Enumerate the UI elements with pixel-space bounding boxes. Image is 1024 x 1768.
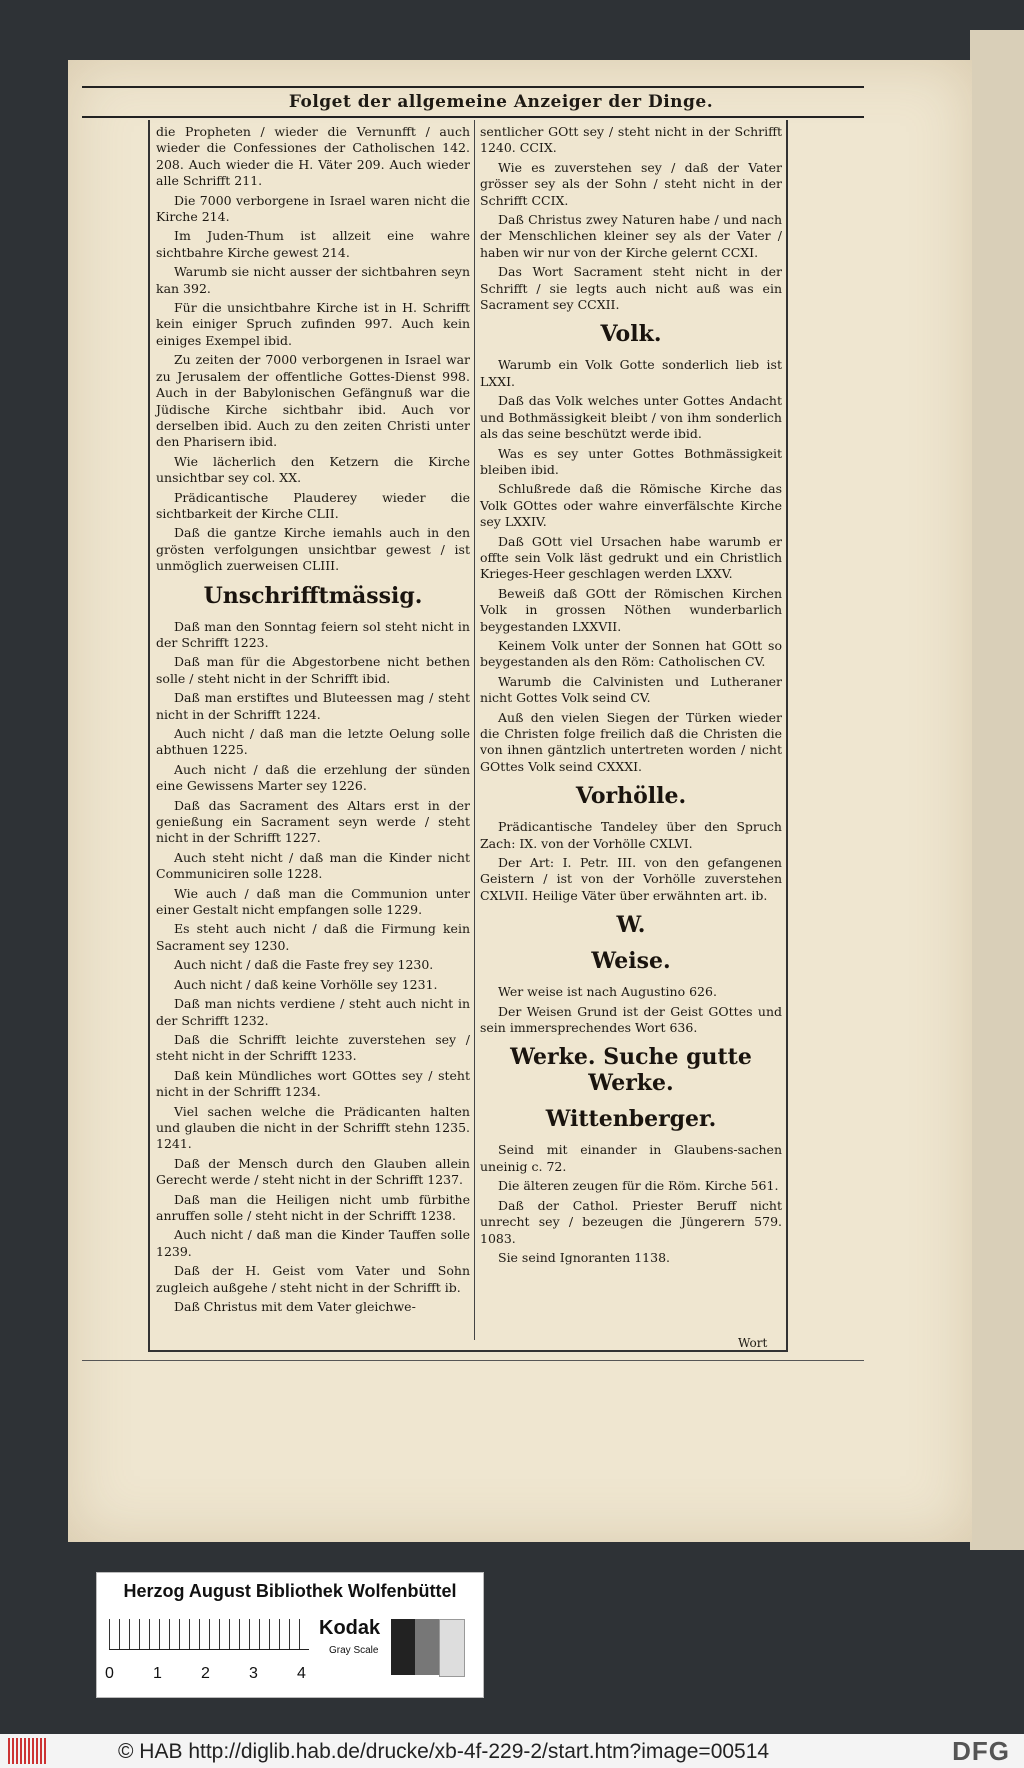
frame-rule <box>148 120 150 1350</box>
index-heading: Unschrifftmässig. <box>203 582 423 609</box>
next-page-edge <box>970 30 1024 1550</box>
swatch-white <box>439 1619 465 1677</box>
index-entry: Auß den vielen Siegen der Türken wieder die Christen folge freilich daß die Christen die von ihnen gäntzlich untertreten worden / nicht GOttes Volk seind CXXXI. <box>480 709 782 774</box>
index-entry: Auch steht nicht / daß man die Kinder nicht Communiciren solle 1228. <box>156 849 470 882</box>
index-entry: Auch nicht / daß man die letzte Oelung solle abthuen 1225. <box>156 726 470 758</box>
running-head: Folget der allgemeine Anzeiger der Dinge. <box>288 92 714 112</box>
index-entry: Wie lächerlich den Ketzern die Kirche unsichtbar sey col. XX. <box>156 453 470 486</box>
index-entry: Daß kein Mündliches wort GOttes sey / steht nicht in der Schrifft 1234. <box>156 1067 470 1100</box>
swatch-black <box>391 1619 415 1675</box>
index-entry: Keinem Volk unter der Sonnen hat GOtt so beygestanden als den Röm: Catholischen CV. <box>480 637 782 670</box>
index-entry: Auch nicht / daß keine Vorhölle sey 1231. <box>174 976 438 992</box>
index-entry: die Propheten / wieder die Vernunfft / auch wieder die Confessiones der Catholischen 142. 208. Auch wieder die H. Väter 209. Auch wieder alle Schrifft 211. <box>156 124 470 189</box>
index-entry: Sie seind Ignoranten 1138. <box>498 1249 670 1265</box>
index-entry: Daß man nichts verdiene / steht auch nicht in der Schrifft 1232. <box>156 996 470 1028</box>
index-entry: Der Weisen Grund ist der Geist GOttes und sein immersprechendes Wort 636. <box>480 1003 782 1036</box>
index-entry: Daß man erstiftes und Bluteessen mag / steht nicht in der Schrifft 1224. <box>156 690 470 722</box>
index-entry: Daß Christus zwey Naturen habe / und nach der Menschlichen kleiner sey als der Vater / haben wir nur von der Kirche gelernt CCXI. <box>480 212 782 260</box>
index-entry: Prädicantische Tandeley über den Spruch Zach: IX. von der Vorhölle CXLVI. <box>480 819 782 851</box>
index-entry: Warumb ein Volk Gotte sonderlich lieb ist LXXI. <box>480 357 782 389</box>
left-column <box>156 124 470 1318</box>
index-entry: Es steht auch nicht / daß die Firmung kein Sacrament sey 1230. <box>156 921 470 953</box>
index-entry: Der Art: I. Petr. III. von den gefangenen Geistern / ist von der Vorhölle zuverstehen CXLVII. Heilige Väter über erwähnten art. ib. <box>480 855 782 903</box>
right-column <box>480 124 782 1269</box>
index-heading: Vorhölle. <box>575 783 687 810</box>
ruler-scale <box>109 1619 309 1650</box>
ruler-number: 2 <box>201 1665 210 1682</box>
index-entry: Prädicantische Plauderey wieder die sichtbarkeit der Kirche CLII. <box>156 489 470 521</box>
index-entry: Auch nicht / daß die Faste frey sey 1230. <box>174 957 434 973</box>
ruler-number: 0 <box>105 1665 114 1682</box>
index-entry: Daß der Cathol. Priester Beruff nicht unrecht sey / bezeugen die Jüngerern 579. 1083. <box>480 1197 782 1246</box>
index-entry: Beweiß daß GOtt der Römischen Kirchen Volk in grossen Nöthen wunderbarlich beygestanden LXXVII. <box>480 585 782 634</box>
frame-rule <box>148 1350 788 1352</box>
kodak-logo: Kodak <box>319 1617 381 1639</box>
catchword: Wort <box>738 1336 768 1350</box>
index-entry: Das Wort Sacrament steht nicht in der Schrifft / sie legts auch nicht auß was ein Sacrament sey CCXII. <box>480 264 782 313</box>
index-entry: Daß der Mensch durch den Glauben allein Gerecht werde / steht nicht in der Schrifft 1237. <box>156 1155 470 1188</box>
index-heading: Volk. <box>600 321 662 348</box>
index-entry: Schlußrede daß die Römische Kirche das Volk GOttes oder wahre einverfälschte Kirche sey LXXIV. <box>480 481 782 530</box>
index-entry: Daß das Sacrament des Altars erst in der genießung ein Sacrament seyn werde / steht nicht in der Schrifft 1227. <box>156 797 470 846</box>
index-entry: Warumb die Calvinisten und Lutheraner nicht Gottes Volk seind CV. <box>480 673 782 706</box>
ruler-number: 4 <box>297 1665 306 1682</box>
frame-rule <box>82 1360 864 1361</box>
index-entry: Für die unsichtbahre Kirche ist in H. Schrifft kein einiger Spruch zufinden 997. Auch kein einiges Exempel ibid. <box>156 300 470 348</box>
index-entry: Was es sey unter Gottes Bothmässigkeit bleiben ibid. <box>480 445 782 477</box>
index-entry: Auch nicht / daß die erzehlung der sünden eine Gewissens Marter sey 1226. <box>156 761 470 794</box>
barcode-icon <box>8 1738 48 1764</box>
viewer-footer <box>0 1734 1024 1768</box>
library-name: Herzog August Bibliothek Wolfenbüttel <box>123 1581 457 1601</box>
swatch-gray <box>415 1619 439 1675</box>
column-divider <box>474 120 475 1340</box>
index-entry: Daß der H. Geist vom Vater und Sohn zugleich außgehe / steht nicht in der Schrifft ib. <box>156 1263 470 1295</box>
index-heading: Werke. Suche gutte Werke. <box>510 1044 752 1097</box>
index-entry: Die 7000 verborgene in Israel waren nicht die Kirche 214. <box>156 192 470 225</box>
index-entry: Daß man für die Abgestorbene nicht bethen solle / steht nicht in der Schrifft ibid. <box>156 654 470 686</box>
index-entry: Daß man den Sonntag feiern sol steht nicht in der Schrifft 1223. <box>156 618 470 650</box>
index-entry: Viel sachen welche die Prädicanten halten und glauben die nicht in der Schrifft stehn 1235. 1241. <box>156 1103 470 1152</box>
index-heading: Weise. <box>591 948 671 975</box>
index-entry: Zu zeiten der 7000 verborgenen in Israel war zu Jerusalem der offentliche Gottes-Dienst 998. Auch in der Babylonischen Gefängnuß war die Jüdische Kirche sichtbahr ibid. Auch vor derselben ibid. Auch zu den zeiten Christi unter den Pharisern ibid. <box>156 352 470 450</box>
index-entry: Seind mit einander in Glaubens-sachen uneinig c. 72. <box>480 1142 782 1174</box>
ruler-numbers <box>105 1665 345 1683</box>
dfg-logo: DFG <box>952 1736 1010 1766</box>
index-entry: Wie es zuverstehen sey / daß der Vater grösser sey als der Sohn / steht nicht in der Schrifft CCIX. <box>480 159 782 208</box>
index-entry: Im Juden-Thum ist allzeit eine wahre sichtbahre Kirche gewest 214. <box>156 228 470 260</box>
ruler-number: 3 <box>249 1665 258 1682</box>
index-entry: Daß die Schrifft leichte zuverstehen sey / steht nicht in der Schrifft 1233. <box>156 1031 470 1064</box>
index-heading: W. <box>616 912 646 939</box>
ruler-number: 1 <box>153 1665 162 1682</box>
index-entry: Daß das Volk welches unter Gottes Andacht und Bothmässigkeit bleibt / von ihm sonderlich als das seine beschützt werde ibid. <box>480 393 782 442</box>
frame-rule <box>786 120 788 1350</box>
header-rule <box>82 116 864 118</box>
color-calibration-card <box>96 1572 484 1698</box>
source-url[interactable]: © HAB http://diglib.hab.de/drucke/xb-4f-229-2/start.htm?image=00514 <box>118 1740 770 1763</box>
index-entry: Wie auch / daß man die Communion unter einer Gestalt nicht empfangen solle 1229. <box>156 885 470 918</box>
index-entry: Daß GOtt viel Ursachen habe warumb er offte sein Volk läst gedrukt und ein Christlich Krieges-Heer geschlagen werden LXXV. <box>480 533 782 582</box>
index-entry: Daß die gantze Kirche iemahls auch in den grösten verfolgungen unsichtbar gewest / ist unmöglich zuerweisen CLIII. <box>156 525 470 574</box>
index-entry: sentlicher GOtt sey / steht nicht in der Schrifft 1240. CCIX. <box>480 124 782 156</box>
index-entry: Daß man die Heiligen nicht umb fürbithe anruffen solle / steht nicht in der Schrifft 1238. <box>156 1191 470 1223</box>
index-entry: Auch nicht / daß man die Kinder Tauffen solle 1239. <box>156 1227 470 1259</box>
index-entry: Wer weise ist nach Augustino 626. <box>498 984 717 1000</box>
gray-scale-label: Gray Scale <box>329 1645 379 1656</box>
index-entry: Die älteren zeugen für die Röm. Kirche 561. <box>498 1178 779 1194</box>
index-heading: Wittenberger. <box>545 1106 717 1133</box>
index-entry: Warumb sie nicht ausser der sichtbahren seyn kan 392. <box>156 264 470 296</box>
header-rule <box>82 86 864 88</box>
index-entry: Daß Christus mit dem Vater gleichwe- <box>174 1299 416 1314</box>
